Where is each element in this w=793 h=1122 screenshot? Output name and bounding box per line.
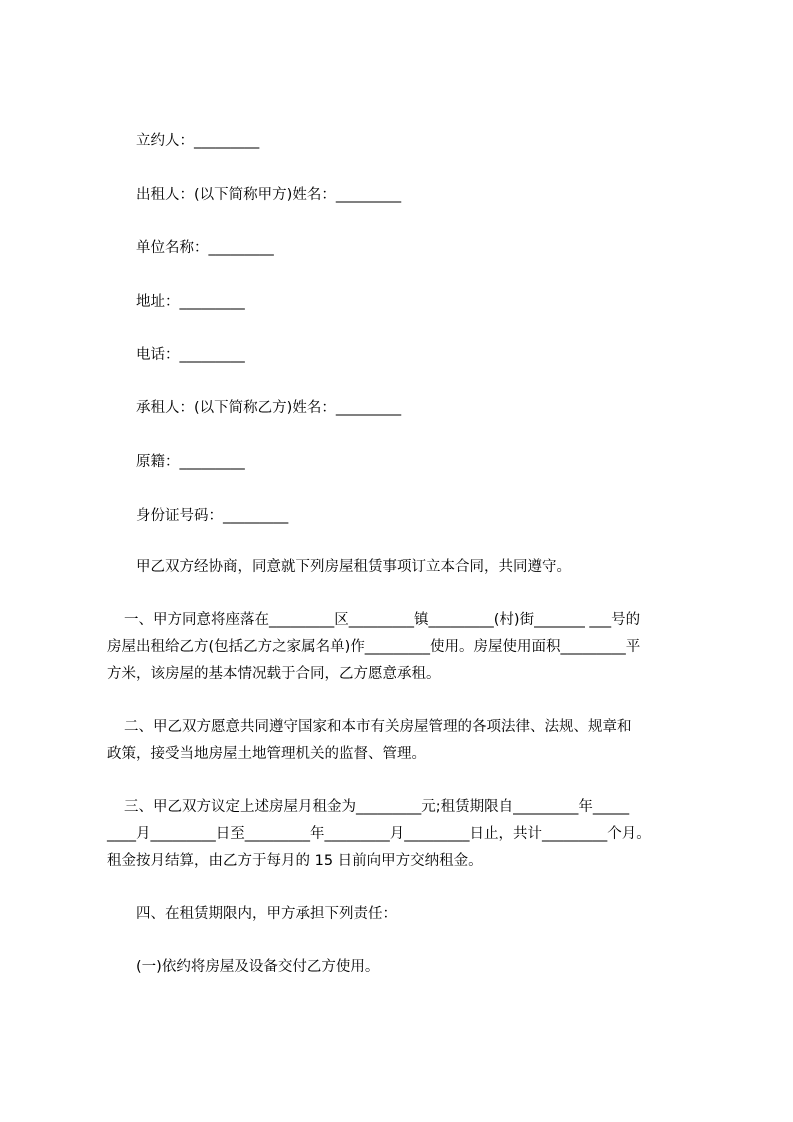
party-label: 立约人：_________	[136, 133, 260, 149]
clause-4-heading: 四、在租赁期限内，甲方承担下列责任：	[136, 906, 397, 922]
clause-4-item-1: (一)依约将房屋及设备交付乙方使用。	[136, 959, 380, 975]
clause-2-line-2: 政策，接受当地房屋土地管理机关的监督、管理。	[107, 746, 426, 762]
lessor-address-line: 地址：_________	[136, 294, 245, 310]
clause-1-line-2: 房屋出租给乙方(包括乙方之家属名单)作_________使用。房屋使用面积_________平	[107, 639, 641, 655]
clause-3-line-1: 三、甲乙双方议定上述房屋月租金为_________元;租赁期限自_________年_____	[124, 799, 630, 815]
clause-1-line-3: 方米，该房屋的基本情况载于合同，乙方愿意承租。	[107, 666, 441, 682]
lessee-name-line: 承租人：(以下简称乙方)姓名：_________	[136, 400, 402, 416]
lessee-id-line: 身份证号码：_________	[136, 508, 289, 524]
clause-2-line-1: 二、甲乙双方愿意共同遵守国家和本市有关房屋管理的各项法律、法规、规章和	[124, 719, 632, 735]
lessee-origin-line: 原籍：_________	[136, 454, 245, 470]
clause-1-line-1: 一、甲方同意将座落在_________区_________镇_________(村)街_______ ___号的	[124, 612, 641, 628]
lessor-phone-line: 电话：_________	[136, 347, 245, 363]
lessor-company-line: 单位名称：_________	[136, 240, 274, 256]
lessor-name-line: 出租人：(以下简称甲方)姓名：_________	[136, 187, 402, 203]
clause-3-line-2: ____月_________日至_________年_________月_________日止，共计_________个月。	[107, 826, 651, 842]
intro-paragraph: 甲乙双方经协商，同意就下列房屋租赁事项订立本合同，共同遵守。	[136, 559, 571, 575]
clause-3-line-3: 租金按月结算，由乙方于每月的 15 日前向甲方交纳租金。	[107, 853, 483, 869]
